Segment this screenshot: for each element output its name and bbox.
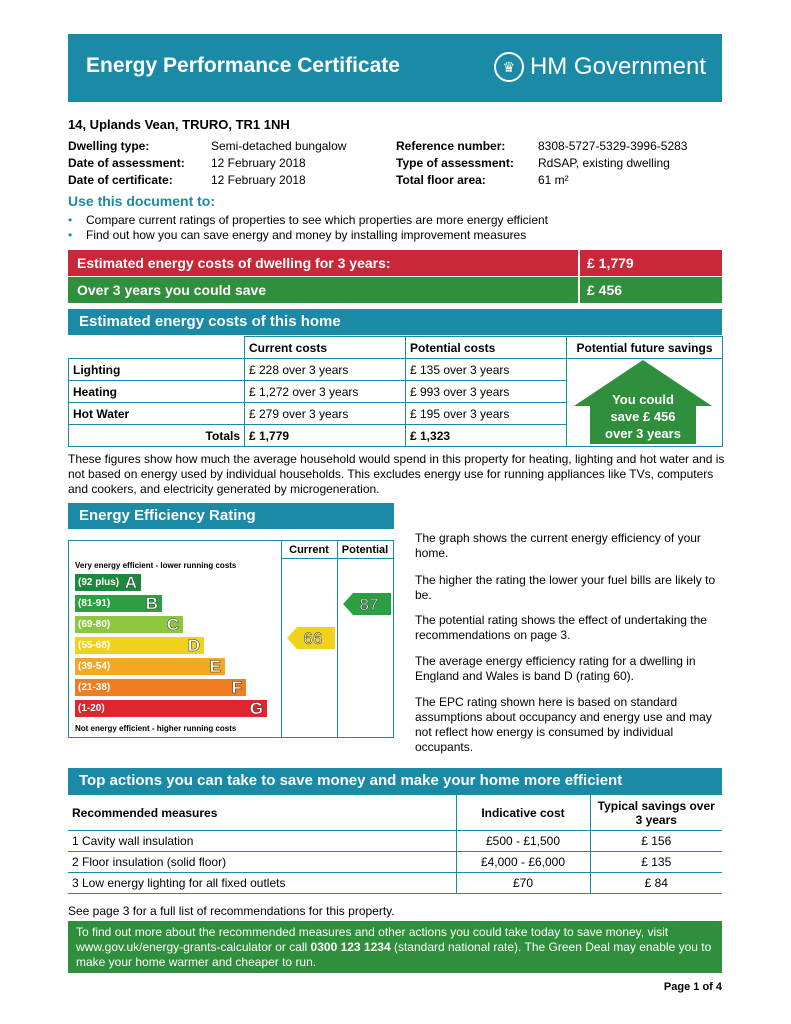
band-letter: F <box>231 678 242 697</box>
costs-note: These figures show how much the average household would spend in this property for heating, lighting and hot water and is not based on energy used by individual households. This excludes energy use for running appliances like TVs, computers and cookers, and electricity generated by microgeneration. <box>68 452 725 496</box>
row-name: Hot Water <box>69 403 245 425</box>
table-row <box>68 831 722 852</box>
ee-section-heading <box>68 503 394 529</box>
saving: £ 84 <box>590 873 722 894</box>
ee-paragraph: The potential rating shows the effect of undertaking the recommendations on page 3. <box>415 613 707 642</box>
table-header: Typical savings over 3 years <box>590 795 722 831</box>
green-info-box <box>68 921 722 973</box>
table-header <box>69 337 245 359</box>
current-cost: £ 1,272 over 3 years <box>245 381 406 403</box>
current-cost: £ 279 over 3 years <box>245 403 406 425</box>
rating-band-a <box>75 574 141 591</box>
table-row <box>68 873 722 894</box>
band-range: (81-91) <box>78 598 111 609</box>
ee-paragraph: The average energy efficiency rating for a dwelling in England and Wales is band D (rating 60). <box>415 654 696 683</box>
rating-band-d <box>75 637 204 654</box>
detail-label: Total floor area: <box>396 173 486 187</box>
property-address: 14, Uplands Vean, TRURO, TR1 1NH <box>68 117 290 132</box>
band-letter: G <box>249 699 263 718</box>
bottom-efficiency-label: Not energy efficient - higher running costs <box>75 724 237 733</box>
potential-rating-value: 87 <box>359 595 379 614</box>
actions-section-heading <box>68 768 722 794</box>
bullet-dot-icon: • <box>68 213 73 227</box>
detail-value: 12 February 2018 <box>211 156 306 170</box>
potential-cost: £ 135 over 3 years <box>406 359 567 381</box>
detail-label: Dwelling type: <box>68 139 150 153</box>
band-letter: D <box>187 636 200 655</box>
arrow-line: over 3 years <box>605 426 681 441</box>
estimated-costs-label: Estimated energy costs of dwelling for 3 years: <box>77 255 391 271</box>
band-letter: B <box>145 594 158 613</box>
potential-column-header: Potential <box>341 544 389 556</box>
ee-paragraph: The higher the rating the lower your fuel bills are likely to be. <box>415 573 716 602</box>
current-rating-arrow <box>287 627 335 649</box>
potential-rating-arrow <box>343 593 391 615</box>
ee-paragraph: The graph shows the current energy efficiency of your home. <box>415 531 701 560</box>
details-right <box>396 139 687 190</box>
potential-cost: £ 195 over 3 years <box>406 403 567 425</box>
measure: 2 Floor insulation (solid floor) <box>68 852 456 873</box>
rating-band-f <box>75 679 246 696</box>
current-rating-value: 66 <box>303 629 323 648</box>
current-cost: £ 228 over 3 years <box>245 359 406 381</box>
band-range: (92 plus) <box>78 577 120 588</box>
section-title: Estimated energy costs of this home <box>79 313 341 330</box>
totals-current: £ 1,779 <box>245 425 406 447</box>
cost: £4,000 - £6,000 <box>456 852 590 873</box>
savings-arrow <box>574 360 712 444</box>
actions-table <box>68 794 722 894</box>
saving: £ 135 <box>590 852 722 873</box>
cost: £70 <box>456 873 590 894</box>
royal-crest-icon: ♛ <box>494 52 524 82</box>
saving: £ 156 <box>590 831 722 852</box>
table-header: Indicative cost <box>456 795 590 831</box>
table-header: Recommended measures <box>68 795 456 831</box>
bullet-item <box>68 213 548 227</box>
rating-band-g <box>75 700 267 717</box>
detail-value: RdSAP, existing dwelling <box>538 156 670 170</box>
totals-label: Totals <box>69 425 245 447</box>
detail-value: 8308-5727-5329-3996-5283 <box>538 139 688 153</box>
band-letter: A <box>124 573 137 592</box>
band-range: (55-68) <box>78 640 111 651</box>
phone-number: 0300 123 1234 <box>310 940 391 954</box>
savings-label: Over 3 years you could save <box>77 282 267 298</box>
ee-paragraph: The EPC rating shown here is based on standard assumptions about occupancy and energy use and may not reflect how energy is consumed by individual occupants. <box>415 695 712 754</box>
band-range: (69-80) <box>78 619 111 630</box>
bullet-text: Compare current ratings of properties to see which properties are more energy efficient <box>86 213 549 227</box>
hm-government-logo <box>494 52 706 82</box>
page-number: Page 1 of 4 <box>663 981 722 993</box>
detail-label: Date of certificate: <box>68 173 173 187</box>
row-name: Heating <box>69 381 245 403</box>
current-column-header: Current <box>289 544 329 556</box>
detail-label: Type of assessment: <box>396 156 514 170</box>
section-title: Top actions you can take to save money and make your home more efficient <box>79 772 623 789</box>
band-range: (21-38) <box>78 682 111 693</box>
band-letter: E <box>209 657 221 676</box>
cost: £500 - £1,500 <box>456 831 590 852</box>
rating-band-e <box>75 658 225 675</box>
row-name: Lighting <box>69 359 245 381</box>
arrow-line: save £ 456 <box>610 409 676 424</box>
section-title: Energy Efficiency Rating <box>79 507 256 524</box>
see-page-note: See page 3 for a full list of recommendations for this property. <box>68 904 395 918</box>
bullet-dot-icon: • <box>68 228 73 242</box>
arrow-line: You could <box>612 392 674 407</box>
band-letter: C <box>166 615 179 634</box>
table-row <box>68 852 722 873</box>
details-left <box>68 139 346 190</box>
band-range: (39-54) <box>78 661 111 672</box>
detail-label: Date of assessment: <box>68 156 185 170</box>
hm-government-text: HM Government <box>529 53 706 80</box>
detail-label: Reference number: <box>396 139 506 153</box>
measure: 1 Cavity wall insulation <box>68 831 456 852</box>
detail-value: 12 February 2018 <box>211 173 306 187</box>
totals-potential: £ 1,323 <box>406 425 567 447</box>
bullet-item <box>68 228 526 242</box>
band-range: (1-20) <box>78 703 105 714</box>
rating-band-b <box>75 595 162 612</box>
green-box-text: (standard national rate). The Green Deal may enable you to make your home warmer and cheaper to run. <box>76 940 712 969</box>
estimated-costs-value: £ 1,779 <box>587 255 634 271</box>
table-header: Potential costs <box>406 337 567 359</box>
bullet-text: Find out how you can save energy and money by installing improvement measures <box>86 228 527 242</box>
energy-rating-chart <box>68 540 394 738</box>
detail-value: Semi-detached bungalow <box>211 139 347 153</box>
savings-bar <box>68 277 722 303</box>
table-header: Current costs <box>245 337 406 359</box>
costs-section-heading <box>68 309 722 335</box>
top-efficiency-label: Very energy efficient - lower running costs <box>75 561 237 570</box>
table-header: Potential future savings <box>567 337 723 359</box>
detail-value: 61 m² <box>538 173 569 187</box>
page-title: Energy Performance Certificate <box>86 54 400 77</box>
use-document-heading: Use this document to: <box>68 193 216 209</box>
rating-band-c <box>75 616 183 633</box>
estimated-costs-bar <box>68 250 722 276</box>
measure: 3 Low energy lighting for all fixed outlets <box>68 873 456 894</box>
potential-cost: £ 993 over 3 years <box>406 381 567 403</box>
green-box-text: To find out more about the recommended measures and other actions you could take today to save money, visit www.gov.uk/energy-grants-calculator or call <box>76 925 669 954</box>
header-banner <box>68 34 722 102</box>
savings-value: £ 456 <box>587 282 623 298</box>
